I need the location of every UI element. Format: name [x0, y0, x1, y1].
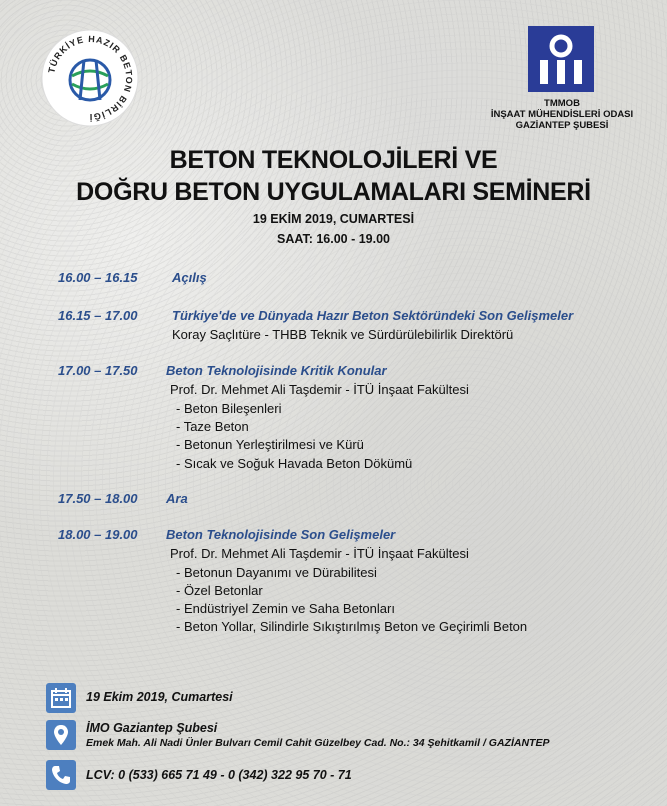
- contact-text: LCV: 0 (533) 665 71 49 - 0 (342) 322 95 70 - 71: [86, 768, 352, 782]
- program-row-opening: [58, 270, 207, 285]
- venue-name: İMO Gaziantep Şubesi: [86, 721, 218, 735]
- calendar-icon: [46, 683, 76, 713]
- topic-item: - Betonun Yerleştirilmesi ve Kürü: [176, 437, 364, 452]
- topic-item: - Özel Betonlar: [176, 583, 263, 598]
- program-time: 16.00 – 16.15: [58, 270, 138, 285]
- program-row-session-1: [58, 308, 573, 323]
- speaker-session-1: Koray Saçlıtüre - THBB Teknik ve Sürdürülebilirlik Direktörü: [172, 327, 514, 342]
- phone-icon: [46, 760, 76, 790]
- topic-item: - Betonun Dayanımı ve Dürabilitesi: [176, 565, 377, 580]
- program-time: 17.00 – 17.50: [58, 363, 138, 378]
- program-title: Ara: [166, 491, 188, 506]
- program-title: Açılış: [172, 270, 207, 285]
- organization-name: TMMOB İNŞAAT MÜHENDİSLERİ ODASI GAZİANTEP ŞUBESİ: [490, 98, 634, 131]
- program-title: Türkiye'de ve Dünyada Hazır Beton Sektöründeki Son Gelişmeler: [172, 308, 574, 323]
- speaker-session-2: Prof. Dr. Mehmet Ali Taşdemir - İTÜ İnşaat Fakültesi: [170, 382, 469, 397]
- speaker-session-3: Prof. Dr. Mehmet Ali Taşdemir - İTÜ İnşaat Fakültesi: [170, 546, 469, 561]
- program-row-session-3: [58, 527, 395, 542]
- topic-item: - Beton Yollar, Silindirle Sıkıştırılmış Beton ve Geçirimli Beton: [176, 619, 528, 634]
- topic-item: - Beton Bileşenleri: [176, 401, 282, 416]
- topic-item: - Endüstriyel Zemin ve Saha Betonları: [176, 601, 395, 616]
- footer-date-text: 19 Ekim 2019, Cumartesi: [86, 690, 233, 704]
- program-time: 17.50 – 18.00: [58, 491, 138, 506]
- topic-item: - Taze Beton: [176, 419, 249, 434]
- program-title: Beton Teknolojisinde Son Gelişmeler: [166, 527, 396, 542]
- event-date: 19 EKİM 2019, CUMARTESİ: [252, 212, 415, 226]
- event-time: SAAT: 16.00 - 19.00: [276, 232, 391, 246]
- program-time: 16.15 – 17.00: [58, 308, 138, 323]
- venue-address: Emek Mah. Ali Nadi Ünler Bulvarı Cemil Cahit Güzelbey Cad. No.: 34 Şehitkamil / GAZİANTEP: [86, 737, 550, 749]
- imo-logo: [528, 26, 594, 92]
- program-row-session-2: [58, 363, 387, 378]
- location-pin-icon: [46, 720, 76, 750]
- thbb-logo: [40, 28, 140, 128]
- svg-text:TÜRKİYE HAZIR BETON BİRLİĞİ: TÜRKİYE HAZIR BETON BİRLİĞİ: [46, 33, 135, 123]
- program-title: Beton Teknolojisinde Kritik Konular: [166, 363, 387, 378]
- program-time: 18.00 – 19.00: [58, 527, 138, 542]
- topic-item: - Sıcak ve Soğuk Havada Beton Dökümü: [176, 456, 413, 471]
- program-row-break: [58, 491, 188, 506]
- title-line-1: BETON TEKNOLOJİLERİ VE: [169, 146, 498, 174]
- title-line-2: DOĞRU BETON UYGULAMALARI SEMİNERİ: [76, 178, 591, 206]
